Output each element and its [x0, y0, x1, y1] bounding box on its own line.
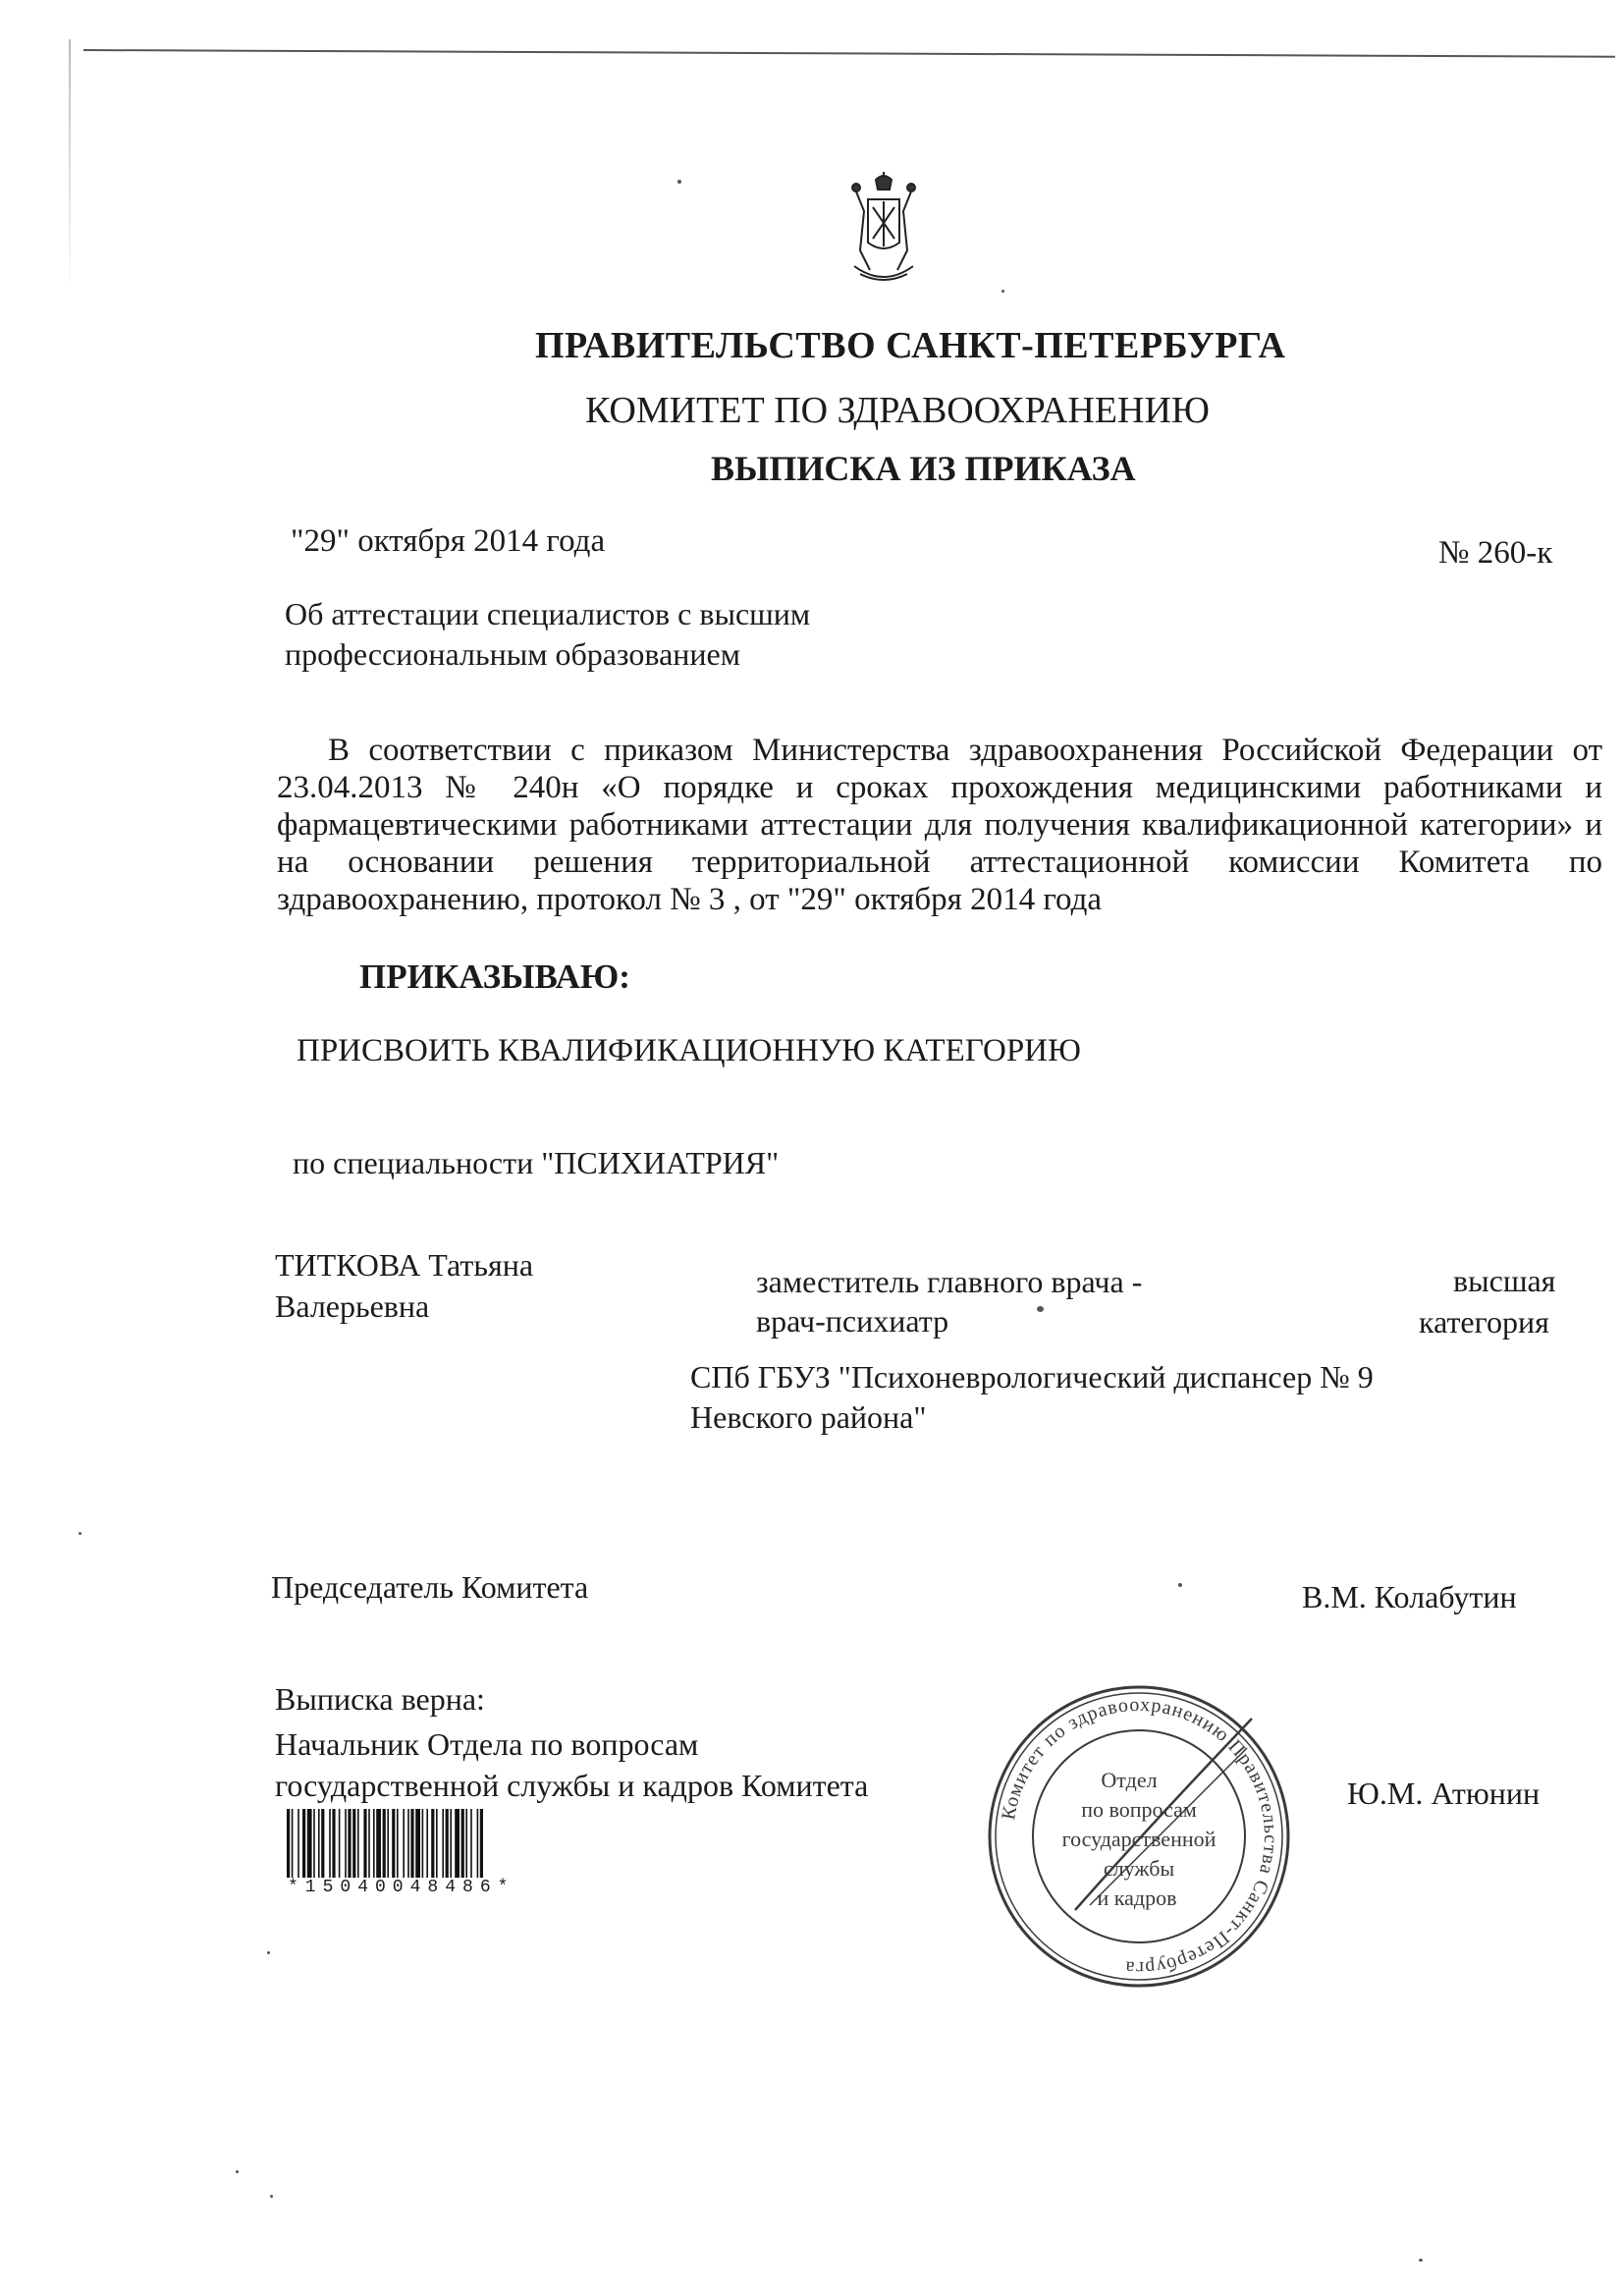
barcode-bar — [465, 1809, 467, 1878]
extract-correct-label: Выписка верна: — [275, 1681, 485, 1717]
barcode-bar — [292, 1809, 294, 1878]
barcode-bar — [373, 1809, 375, 1878]
position-line-1: заместитель главного врача - — [756, 1264, 1143, 1299]
scan-speck — [1178, 1583, 1182, 1587]
scan-edge-shadow — [69, 39, 71, 295]
body-text: В соответствии с приказом Министерства здравоохранения Российской Федерации от 23.04.2013 № 240н «О порядке и сроках прохождения медицинскими работниками и фармацевтическими работниками аттестации для получения квалификационной категории» и на основании решения территориальной аттестационной комиссии Комитета по здравоохранению, протокол № 3 , от "29" октября 2014 года — [277, 733, 1602, 917]
coat-of-arms-emblem — [846, 172, 921, 286]
barcode-bar — [339, 1809, 341, 1878]
department-head-name: Ю.М. Атюнин — [1347, 1776, 1541, 1811]
barcode-bar — [436, 1809, 438, 1878]
chair-name: В.М. Колабутин — [1302, 1579, 1517, 1614]
barcode-bar — [332, 1809, 335, 1878]
barcode-bar — [446, 1809, 449, 1878]
barcode-bar — [387, 1809, 389, 1878]
barcode-bar — [470, 1809, 472, 1878]
barcode-bar — [357, 1809, 359, 1878]
document-title: ВЫПИСКА ИЗ ПРИКАЗА — [711, 449, 1136, 488]
subject-line-1: Об аттестации специалистов с высшим — [285, 596, 811, 631]
barcode-bar — [392, 1809, 395, 1878]
scan-speck — [270, 2195, 273, 2198]
barcode-bar — [410, 1809, 413, 1878]
government-heading: ПРАВИТЕЛЬСТВО САНКТ-ПЕТЕРБУРГА — [535, 325, 1286, 366]
scan-speck — [79, 1532, 81, 1535]
barcode-bar — [442, 1809, 444, 1878]
subject-line-2: профессиональным образованием — [285, 636, 740, 672]
barcode-bar — [345, 1809, 347, 1878]
barcode-bar — [318, 1809, 320, 1878]
order-number: № 260-к — [1438, 535, 1553, 571]
barcode-bar — [321, 1809, 324, 1878]
person-patronymic: Валерьевна — [275, 1288, 430, 1324]
barcode-bar — [431, 1809, 434, 1878]
scan-speck — [267, 1951, 270, 1954]
barcode-bar — [352, 1809, 355, 1878]
barcode-bar — [368, 1809, 370, 1878]
stamp-center-line-4: службы — [1103, 1856, 1175, 1881]
barcode-bar — [415, 1809, 420, 1878]
stamp-center-line-5: и кадров — [1097, 1886, 1177, 1910]
barcode-bar — [376, 1809, 381, 1878]
committee-heading: КОМИТЕТ ПО ЗДРАВООХРАНЕНИЮ — [585, 390, 1210, 431]
barcode-bar — [287, 1809, 290, 1878]
stamp-center-line-1: Отдел — [1101, 1768, 1158, 1792]
scan-speck — [677, 180, 681, 184]
stamp-center-line-2: по вопросам — [1081, 1797, 1197, 1822]
stamp-ring-text: Комитет по здравоохранению Правительства Санкт-Петербурга — [998, 1693, 1282, 1980]
assign-category-line: ПРИСВОИТЬ КВАЛИФИКАЦИОННУЮ КАТЕГОРИЮ — [297, 1033, 1081, 1068]
order-date: "29" октября 2014 года — [291, 523, 606, 559]
person-name: ТИТКОВА Татьяна — [275, 1247, 534, 1283]
barcode-bar — [450, 1809, 452, 1878]
official-round-stamp — [982, 1679, 1296, 1994]
scan-edge-line — [83, 49, 1615, 58]
order-body-paragraph — [277, 732, 1602, 918]
category-line-1: высшая — [1453, 1263, 1556, 1298]
department-head-line-1: Начальник Отдела по вопросам — [275, 1726, 699, 1762]
barcode-bar — [403, 1809, 405, 1878]
barcode-bar — [348, 1809, 351, 1878]
category-line-2: категория — [1419, 1304, 1549, 1339]
order-word: ПРИКАЗЫВАЮ: — [359, 957, 630, 996]
barcode-bar — [477, 1809, 479, 1878]
chair-title: Председатель Комитета — [271, 1569, 589, 1605]
barcode-bar — [407, 1809, 409, 1878]
barcode-bar — [455, 1809, 460, 1878]
barcode-bar — [383, 1809, 386, 1878]
barcode-bar — [329, 1809, 331, 1878]
organization-line-2: Невского района" — [690, 1399, 927, 1435]
barcode-bar — [397, 1809, 399, 1878]
barcode-bar — [422, 1809, 424, 1878]
barcode — [285, 1809, 619, 1878]
scan-speck — [1001, 290, 1004, 293]
department-head-line-2: государственной службы и кадров Комитета — [275, 1768, 869, 1803]
scan-speck — [1037, 1306, 1044, 1312]
organization-line-1: СПб ГБУЗ "Психоневрологический диспансер № 9 — [690, 1359, 1374, 1394]
barcode-bar — [307, 1809, 312, 1878]
specialty-line: по специальности "ПСИХИАТРИЯ" — [293, 1145, 780, 1180]
barcode-number: *15040048486* — [288, 1878, 515, 1897]
barcode-bar — [313, 1809, 315, 1878]
position-line-2: врач-психиатр — [756, 1303, 949, 1339]
scan-speck — [1419, 2259, 1423, 2262]
barcode-bar — [461, 1809, 464, 1878]
barcode-bar — [298, 1809, 299, 1878]
barcode-bar — [426, 1809, 428, 1878]
barcode-bar — [480, 1809, 483, 1878]
stamp-center-line-3: государственной — [1061, 1827, 1217, 1851]
scan-speck — [236, 2170, 239, 2173]
barcode-bar — [302, 1809, 305, 1878]
barcode-bar — [363, 1809, 366, 1878]
